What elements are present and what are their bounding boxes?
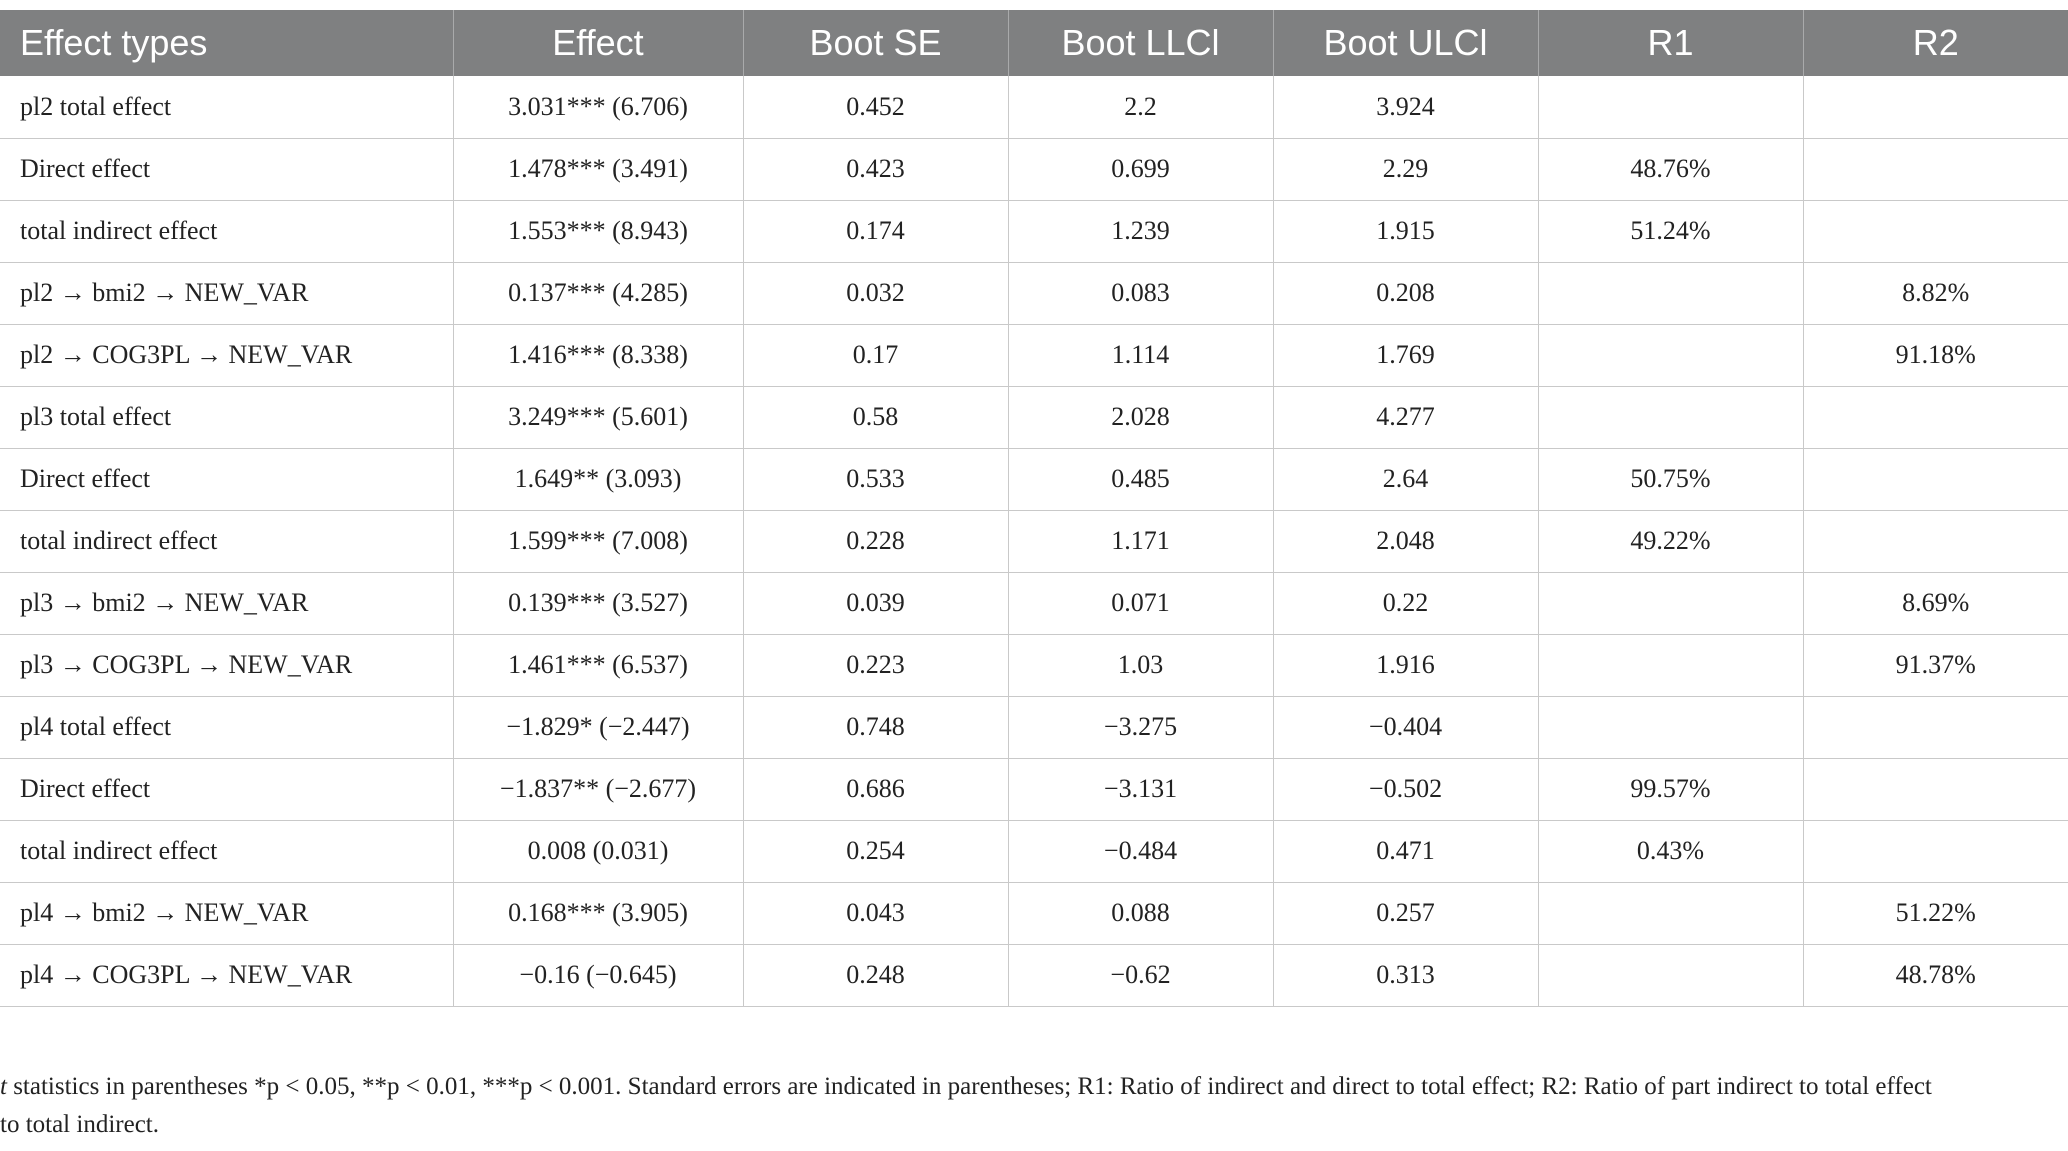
- table-body: [0, 76, 2068, 1006]
- cell-effect-type: Direct effect: [0, 448, 453, 510]
- cell-boot-llcl: 1.239: [1008, 200, 1273, 262]
- cell-effect-type: pl4 → bmi2 → NEW_VAR: [0, 882, 453, 944]
- cell-r1: [1538, 634, 1803, 696]
- cell-r2: [1803, 200, 2068, 262]
- cell-r2: [1803, 386, 2068, 448]
- cell-r1: 49.22%: [1538, 510, 1803, 572]
- cell-r1: 48.76%: [1538, 138, 1803, 200]
- cell-boot-ulcl: 2.64: [1273, 448, 1538, 510]
- table-row: [0, 386, 2068, 448]
- cell-boot-ulcl: 1.916: [1273, 634, 1538, 696]
- cell-effect: 0.139*** (3.527): [453, 572, 743, 634]
- cell-r2: [1803, 696, 2068, 758]
- header-row: [0, 10, 2068, 76]
- cell-effect: 1.599*** (7.008): [453, 510, 743, 572]
- table-row: [0, 324, 2068, 386]
- cell-boot-llcl: 2.2: [1008, 76, 1273, 138]
- header-effect: Effect: [453, 10, 743, 76]
- cell-r2: 48.78%: [1803, 944, 2068, 1006]
- cell-effect-type: total indirect effect: [0, 200, 453, 262]
- cell-boot-ulcl: −0.404: [1273, 696, 1538, 758]
- table-row: [0, 262, 2068, 324]
- cell-boot-llcl: 1.03: [1008, 634, 1273, 696]
- cell-r2: [1803, 76, 2068, 138]
- header-boot-ulcl: Boot ULCl: [1273, 10, 1538, 76]
- cell-effect-type: pl2 → COG3PL → NEW_VAR: [0, 324, 453, 386]
- cell-r1: [1538, 944, 1803, 1006]
- cell-r1: 50.75%: [1538, 448, 1803, 510]
- cell-boot-se: 0.039: [743, 572, 1008, 634]
- cell-effect-type: pl4 total effect: [0, 696, 453, 758]
- cell-effect: 1.478*** (3.491): [453, 138, 743, 200]
- cell-boot-ulcl: 0.471: [1273, 820, 1538, 882]
- cell-boot-llcl: 0.083: [1008, 262, 1273, 324]
- cell-boot-ulcl: 2.29: [1273, 138, 1538, 200]
- cell-effect-type: pl2 → bmi2 → NEW_VAR: [0, 262, 453, 324]
- cell-r2: [1803, 758, 2068, 820]
- cell-boot-llcl: 0.699: [1008, 138, 1273, 200]
- cell-r2: 8.69%: [1803, 572, 2068, 634]
- effects-table: [0, 10, 2068, 1007]
- cell-boot-llcl: −0.484: [1008, 820, 1273, 882]
- effects-table-container: [0, 10, 2068, 1007]
- table-row: [0, 510, 2068, 572]
- cell-boot-llcl: 0.485: [1008, 448, 1273, 510]
- footnote-t-letter: t: [0, 1073, 7, 1100]
- cell-effect: 1.461*** (6.537): [453, 634, 743, 696]
- cell-effect: 0.168*** (3.905): [453, 882, 743, 944]
- cell-boot-se: 0.686: [743, 758, 1008, 820]
- cell-boot-ulcl: 3.924: [1273, 76, 1538, 138]
- cell-boot-se: 0.58: [743, 386, 1008, 448]
- footnote-line-2: to total indirect.: [0, 1111, 159, 1138]
- cell-effect-type: pl3 total effect: [0, 386, 453, 448]
- table-row: [0, 758, 2068, 820]
- cell-effect-type: Direct effect: [0, 758, 453, 820]
- cell-r2: 91.18%: [1803, 324, 2068, 386]
- cell-boot-ulcl: 0.208: [1273, 262, 1538, 324]
- cell-boot-llcl: −0.62: [1008, 944, 1273, 1006]
- cell-effect-type: pl2 total effect: [0, 76, 453, 138]
- cell-effect: 1.416*** (8.338): [453, 324, 743, 386]
- cell-r2: [1803, 138, 2068, 200]
- cell-r1: [1538, 324, 1803, 386]
- cell-boot-llcl: −3.131: [1008, 758, 1273, 820]
- cell-effect-type: Direct effect: [0, 138, 453, 200]
- table-row: [0, 572, 2068, 634]
- cell-effect-type: total indirect effect: [0, 820, 453, 882]
- table-row: [0, 944, 2068, 1006]
- header-boot-se: Boot SE: [743, 10, 1008, 76]
- cell-boot-se: 0.223: [743, 634, 1008, 696]
- cell-effect: 1.649** (3.093): [453, 448, 743, 510]
- cell-effect-type: pl3 → COG3PL → NEW_VAR: [0, 634, 453, 696]
- cell-r1: [1538, 882, 1803, 944]
- cell-boot-se: 0.228: [743, 510, 1008, 572]
- table-footnote: [0, 1068, 2060, 1144]
- cell-boot-se: 0.533: [743, 448, 1008, 510]
- cell-r2: 8.82%: [1803, 262, 2068, 324]
- cell-boot-ulcl: 4.277: [1273, 386, 1538, 448]
- cell-r1: [1538, 76, 1803, 138]
- cell-r2: [1803, 448, 2068, 510]
- cell-boot-se: 0.423: [743, 138, 1008, 200]
- cell-effect: 0.137*** (4.285): [453, 262, 743, 324]
- cell-boot-ulcl: 2.048: [1273, 510, 1538, 572]
- header-boot-llcl: Boot LLCl: [1008, 10, 1273, 76]
- cell-boot-ulcl: 0.257: [1273, 882, 1538, 944]
- header-r1: R1: [1538, 10, 1803, 76]
- cell-boot-llcl: 1.171: [1008, 510, 1273, 572]
- cell-boot-ulcl: 0.313: [1273, 944, 1538, 1006]
- cell-r1: [1538, 386, 1803, 448]
- cell-effect-type: pl4 → COG3PL → NEW_VAR: [0, 944, 453, 1006]
- cell-effect-type: pl3 → bmi2 → NEW_VAR: [0, 572, 453, 634]
- table-row: [0, 138, 2068, 200]
- cell-boot-ulcl: 1.769: [1273, 324, 1538, 386]
- table-row: [0, 76, 2068, 138]
- cell-boot-ulcl: −0.502: [1273, 758, 1538, 820]
- cell-effect-type: total indirect effect: [0, 510, 453, 572]
- cell-boot-se: 0.254: [743, 820, 1008, 882]
- cell-boot-llcl: 1.114: [1008, 324, 1273, 386]
- cell-effect: 3.249*** (5.601): [453, 386, 743, 448]
- header-r2: R2: [1912, 22, 1959, 63]
- cell-r2: 91.37%: [1803, 634, 2068, 696]
- cell-boot-llcl: 0.088: [1008, 882, 1273, 944]
- cell-r2: 51.22%: [1803, 882, 2068, 944]
- cell-r1: 0.43%: [1538, 820, 1803, 882]
- header-effect-types: Effect types: [0, 10, 453, 76]
- cell-effect: −0.16 (−0.645): [453, 944, 743, 1006]
- cell-r2: [1803, 820, 2068, 882]
- table-row: [0, 448, 2068, 510]
- table-row: [0, 634, 2068, 696]
- cell-boot-se: 0.452: [743, 76, 1008, 138]
- cell-boot-se: 0.174: [743, 200, 1008, 262]
- cell-boot-llcl: 0.071: [1008, 572, 1273, 634]
- cell-boot-se: 0.248: [743, 944, 1008, 1006]
- cell-effect: −1.829* (−2.447): [453, 696, 743, 758]
- footnote-line-1: statistics in parentheses *p < 0.05, **p < 0.01, ***p < 0.001. Standard errors are indicated in parentheses; R1: Ratio of indirect and direct to total effect; R2: Ratio of part indirect to total effect: [6, 1073, 1932, 1100]
- cell-effect: −1.837** (−2.677): [453, 758, 743, 820]
- table-row: [0, 696, 2068, 758]
- cell-r1: 51.24%: [1538, 200, 1803, 262]
- cell-r1: [1538, 572, 1803, 634]
- table-row: [0, 200, 2068, 262]
- cell-boot-se: 0.17: [743, 324, 1008, 386]
- cell-boot-llcl: 2.028: [1008, 386, 1273, 448]
- cell-r1: [1538, 262, 1803, 324]
- cell-r1: 99.57%: [1538, 758, 1803, 820]
- cell-effect: 1.553*** (8.943): [453, 200, 743, 262]
- table-row: [0, 820, 2068, 882]
- cell-boot-se: 0.032: [743, 262, 1008, 324]
- cell-effect: 0.008 (0.031): [453, 820, 743, 882]
- table-row: [0, 882, 2068, 944]
- cell-boot-ulcl: 0.22: [1273, 572, 1538, 634]
- cell-boot-ulcl: 1.915: [1273, 200, 1538, 262]
- cell-r1: [1538, 696, 1803, 758]
- cell-boot-se: 0.043: [743, 882, 1008, 944]
- cell-boot-se: 0.748: [743, 696, 1008, 758]
- cell-effect: 3.031*** (6.706): [453, 76, 743, 138]
- cell-boot-llcl: −3.275: [1008, 696, 1273, 758]
- cell-r2: [1803, 510, 2068, 572]
